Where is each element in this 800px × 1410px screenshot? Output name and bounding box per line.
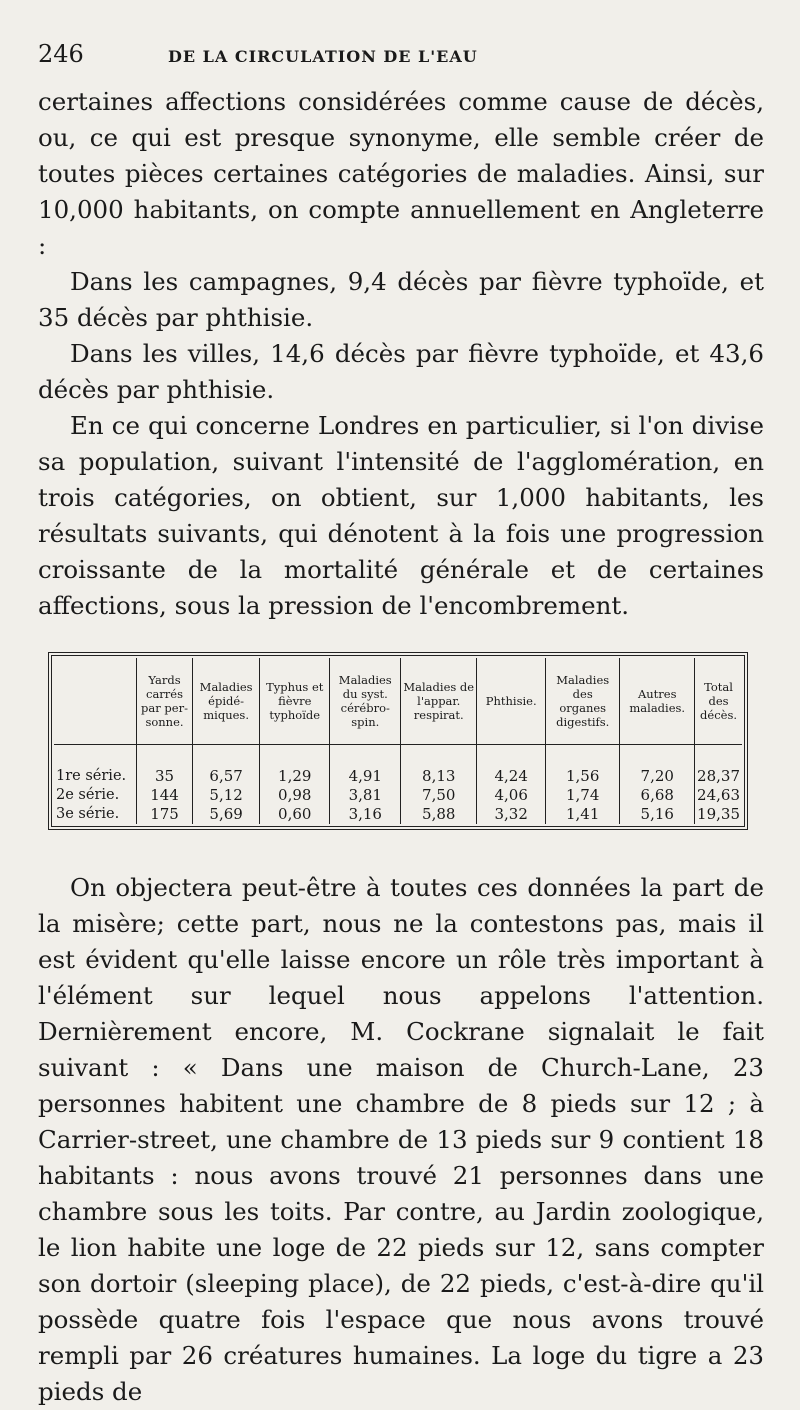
table-cell: 4,91 xyxy=(330,745,401,787)
table-header-cell xyxy=(54,658,136,745)
table-cell: 28,37 xyxy=(697,767,740,785)
table-cell: 1,74 xyxy=(545,786,619,805)
table-row xyxy=(54,805,742,824)
table-cell: 8,13 xyxy=(401,745,477,787)
table-row xyxy=(54,786,742,805)
table-header-cell: Typhus et fièvre typhoïde xyxy=(259,658,330,745)
table-cell: 1,29 xyxy=(259,745,330,787)
table-cell: 35 xyxy=(136,745,193,787)
table-header-cell: Maladies du syst. cérébro-spin. xyxy=(330,658,401,745)
page-header xyxy=(38,40,764,84)
table-header-cell: Maladies de l'appar. respirat. xyxy=(401,658,477,745)
table-cell: 7,20 xyxy=(620,745,695,787)
table-cell: 1,41 xyxy=(545,805,619,824)
paragraph: On objectera peut-être à toutes ces données la part de la misère; cette part, nous ne la contestons pas, mais il est évident qu'elle laisse encore un rôle très important à l'élément sur lequel nous appelons l'attention. Dernièrement encore, M. Cockrane signalait le fait suivant : « Dans une maison de Church-Lane, 23 personnes habitent une chambre de 8 pieds sur 12 ; à Carrier-street, une chambre de 13 pieds sur 9 contient 18 habitants : nous avons trouvé 21 personnes dans une chambre sous les toits. Par contre, au Jardin zoologique, le lion habite une loge de 22 pieds sur 12, sans compter son dortoir (sleeping place), de 22 pieds, c'est-à-dire qu'il possède quatre fois l'espace que nous avons trouvé rempli par 26 créatures humaines. La loge du tigre a 23 pieds de xyxy=(38,873,764,1406)
table-cell: 175 xyxy=(136,805,193,824)
paragraph: En ce qui concerne Londres en particulier, si l'on divise sa population, suivant l'intensité de l'agglomération, en trois catégories, on obtient, sur 1,000 habitants, les résultats suivants, qui dénotent à la fois une progression croissante de la mortalité générale et de certaines affections, sous la pression de l'encombrement. xyxy=(38,411,764,620)
mortality-table xyxy=(48,652,748,830)
table-cell: 0,98 xyxy=(259,786,330,805)
table-cell: 2e série. xyxy=(54,786,136,805)
table-cell: 6,57 xyxy=(193,745,260,787)
table-cell: 3e série. xyxy=(54,805,136,824)
table-cell: 0,60 xyxy=(259,805,330,824)
table-cell: 4,24 xyxy=(477,745,546,787)
running-head: DE LA CIRCULATION DE L'EAU xyxy=(168,47,478,66)
table-cell: 6,68 xyxy=(620,786,695,805)
table-header-cell: Total des décès. xyxy=(695,658,742,745)
paragraph: Dans les campagnes, 9,4 décès par fièvre typhoïde, et 35 décès par phthisie. xyxy=(38,267,764,332)
table-row xyxy=(54,745,742,787)
paragraph: certaines affections considérées comme cause de décès, ou, ce qui est presque synonyme, elle semble créer de toutes pièces certaines catégories de maladies. Ainsi, sur 10,000 habitants, on compte annuellement en Angleterre : xyxy=(38,87,764,260)
table-cell: 7,50 xyxy=(401,786,477,805)
table-header-row xyxy=(54,658,742,745)
page-number: 246 xyxy=(38,40,84,68)
table-cell: 5,88 xyxy=(401,805,477,824)
table-cell: 3,32 xyxy=(477,805,546,824)
table-cell: 5,16 xyxy=(620,805,695,824)
table-header-cell: Autres maladies. xyxy=(620,658,695,745)
table-header-cell: Phthisie. xyxy=(477,658,546,745)
table-header-cell: Maladies épidé-miques. xyxy=(193,658,260,745)
table-header-cell: Maladies des organes digestifs. xyxy=(545,658,619,745)
table-cell: 144 xyxy=(136,786,193,805)
table-cell: 3,81 xyxy=(330,786,401,805)
paragraph: Dans les villes, 14,6 décès par fièvre typhoïde, et 43,6 décès par phthisie. xyxy=(38,339,764,404)
table-cell: 1,56 xyxy=(545,745,619,787)
table-cell: 1re série. xyxy=(54,745,136,787)
table-cell: 3,16 xyxy=(330,805,401,824)
table-cell: 19,35 xyxy=(697,805,740,823)
table-cell: 24,63 xyxy=(697,786,740,804)
table-cell: 4,06 xyxy=(477,786,546,805)
table-header-cell: Yards carrés par per-sonne. xyxy=(136,658,193,745)
table-cell: 5,69 xyxy=(193,805,260,824)
table-cell: 5,12 xyxy=(193,786,260,805)
